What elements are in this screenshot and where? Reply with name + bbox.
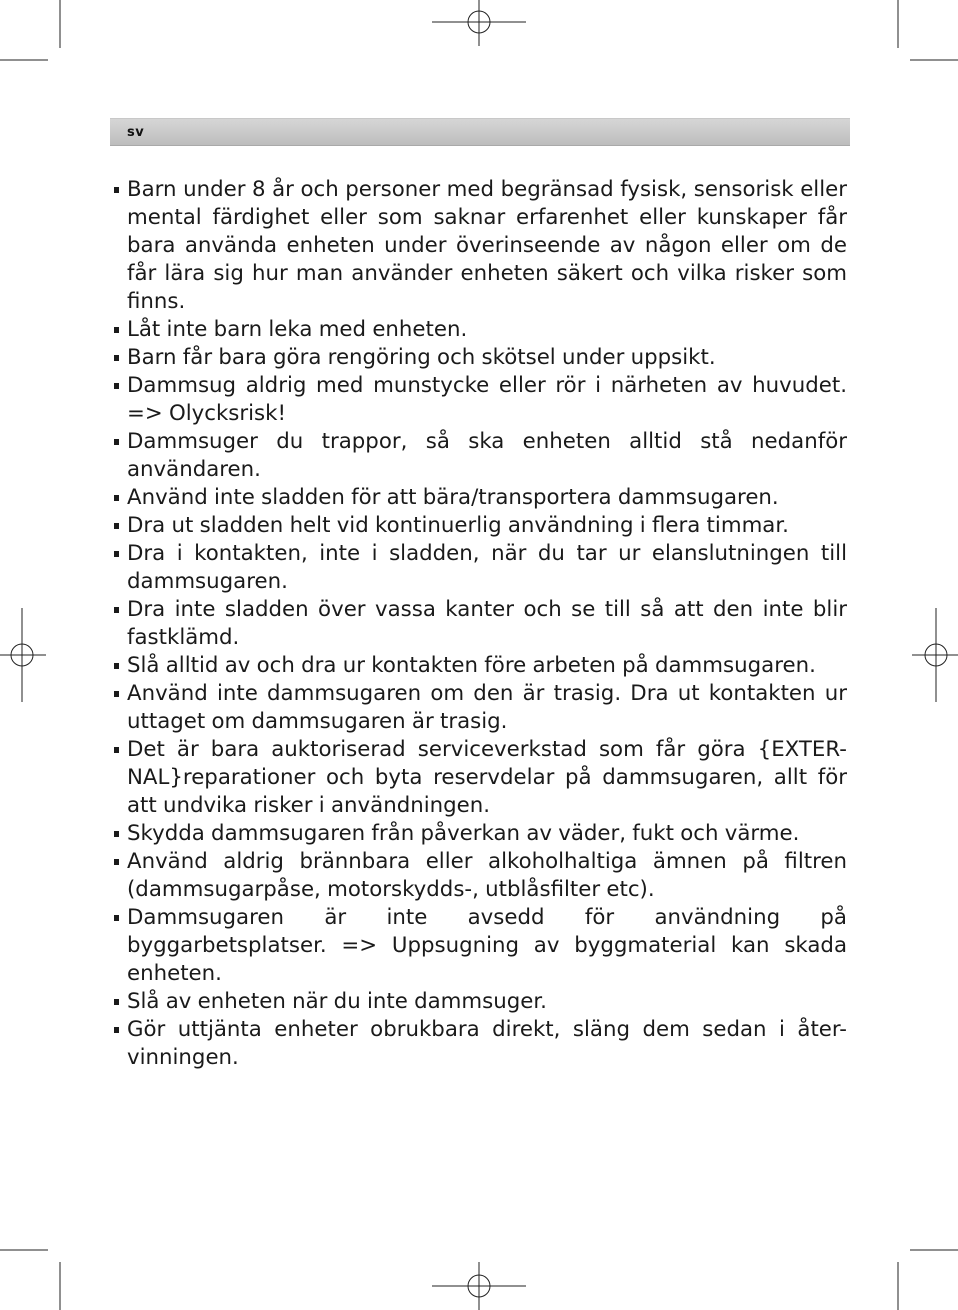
list-item	[113, 428, 847, 484]
list-item	[113, 680, 847, 736]
list-item	[113, 820, 847, 848]
safety-instructions-list	[113, 176, 847, 1072]
bullet-icon	[114, 859, 119, 865]
list-item-text: Dra ut sladden helt vid kontinuerlig användning i flera timmar.	[127, 513, 789, 538]
list-item	[113, 652, 847, 680]
list-item	[113, 904, 847, 988]
list-item	[113, 372, 847, 428]
list-item-text: Barn får bara göra rengöring och skötsel under uppsikt.	[127, 345, 716, 370]
list-item	[113, 736, 847, 820]
language-header-bar	[110, 118, 850, 146]
bullet-icon	[114, 1027, 119, 1033]
bullet-icon	[114, 355, 119, 361]
list-item-text: Barn under 8 år och personer med begränsad fysisk, sensorisk eller mental färdighet eller som saknar erfarenhet eller kunskaper får bara använda enheten under överinseende av någon eller om de får lära sig hur man använder enheten säkert och vilka risker som finns.	[127, 177, 847, 314]
list-item	[113, 1016, 847, 1072]
list-item-text: Dra i kontakten, inte i sladden, när du tar ur elanslutningen till dammsugaren.	[127, 541, 847, 594]
bullet-icon	[114, 999, 119, 1005]
bullet-icon	[114, 523, 119, 529]
list-item-text: Låt inte barn leka med enheten.	[127, 317, 468, 342]
list-item-text: Dammsug aldrig med munstycke eller rör i närheten av huvudet. => Olycksrisk!	[127, 373, 847, 426]
bullet-icon	[114, 383, 119, 389]
list-item	[113, 316, 847, 344]
list-item	[113, 848, 847, 904]
list-item-text: Dammsugaren är inte avsedd för användning på byggarbetsplatser. => Uppsugning av byggmaterial kan skada enheten.	[127, 905, 847, 986]
list-item-text: Skydda dammsugaren från påverkan av väder, fukt och värme.	[127, 821, 800, 846]
bullet-icon	[114, 691, 119, 697]
bullet-icon	[114, 551, 119, 557]
bullet-icon	[114, 607, 119, 613]
language-code: sv	[127, 125, 145, 140]
bullet-icon	[114, 327, 119, 333]
bullet-icon	[114, 663, 119, 669]
list-item	[113, 344, 847, 372]
bullet-icon	[114, 831, 119, 837]
list-item	[113, 596, 847, 652]
list-item	[113, 512, 847, 540]
list-item-text: Använd inte dammsugaren om den är trasig. Dra ut kontakten ur uttaget om dammsugaren är trasig.	[127, 681, 847, 734]
bullet-icon	[114, 747, 119, 753]
list-item-text: Slå alltid av och dra ur kontakten före arbeten på dammsugaren.	[127, 653, 816, 678]
bullet-icon	[114, 495, 119, 501]
list-item	[113, 484, 847, 512]
bullet-icon	[114, 187, 119, 193]
bullet-icon	[114, 915, 119, 921]
list-item	[113, 540, 847, 596]
list-item-text: Dammsuger du trappor, så ska enheten alltid stå nedanför användaren.	[127, 429, 847, 482]
list-item	[113, 988, 847, 1016]
list-item-text: Det är bara auktoriserad serviceverkstad som får göra {EXTER-NAL}reparationer och byta reservdelar på dammsugaren, allt för att undvika risker i användningen.	[127, 737, 847, 818]
list-item-text: Dra inte sladden över vassa kanter och se till så att den inte blir fastklämd.	[127, 597, 847, 650]
bullet-icon	[114, 439, 119, 445]
list-item-text: Gör uttjänta enheter obrukbara direkt, släng dem sedan i åter-vinningen.	[127, 1017, 847, 1070]
list-item-text: Använd inte sladden för att bära/transportera dammsugaren.	[127, 485, 779, 510]
list-item	[113, 176, 847, 316]
list-item-text: Använd aldrig brännbara eller alkoholhaltiga ämnen på filtren (dammsugarpåse, motorskydds-, utblåsfilter etc).	[127, 849, 847, 902]
list-item-text: Slå av enheten när du inte dammsuger.	[127, 989, 547, 1014]
